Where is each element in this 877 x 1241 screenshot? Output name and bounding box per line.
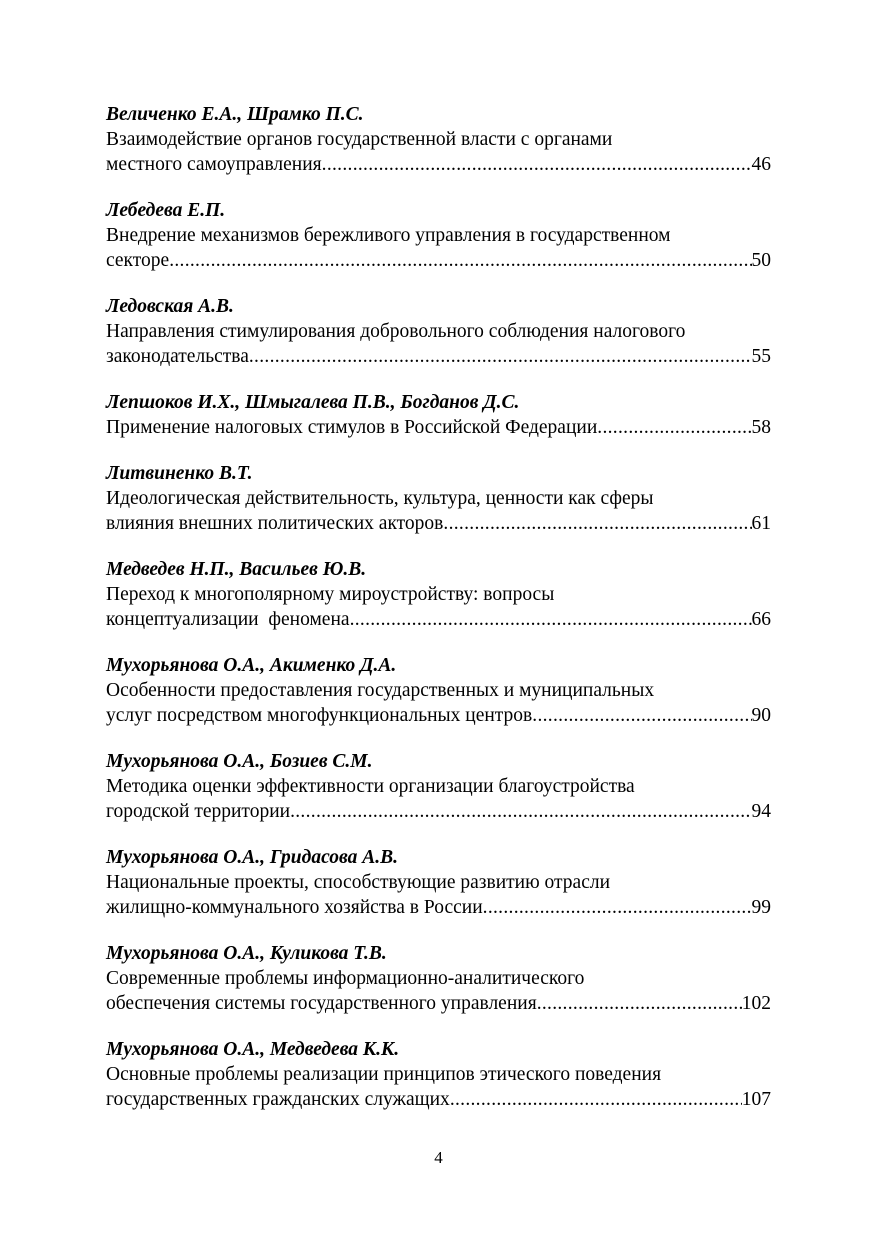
toc-entry-page-number: 99 bbox=[751, 896, 771, 918]
toc-entry bbox=[106, 750, 771, 824]
dot-leader bbox=[450, 1088, 742, 1113]
toc-entry-page-number: 94 bbox=[751, 800, 771, 822]
toc-entry-page-number: 102 bbox=[741, 992, 771, 1014]
toc-entry-page-number: 50 bbox=[751, 249, 771, 271]
toc-entry-last-line bbox=[106, 249, 771, 274]
dot-leader bbox=[443, 512, 751, 537]
toc-entry-title-line: Идеологическая действительность, культура, ценности как сферы bbox=[106, 487, 654, 509]
toc-entry-title-end: обеспечения системы государственного управления bbox=[106, 992, 537, 1014]
toc-entry bbox=[106, 1038, 771, 1112]
toc-entry-title-end: жилищно-коммунального хозяйства в России bbox=[106, 896, 483, 918]
toc-entry-authors: Лебедева Е.П. bbox=[106, 199, 226, 221]
dot-leader bbox=[597, 416, 751, 441]
dot-leader bbox=[249, 345, 752, 370]
toc-entry-title-line: Современные проблемы информационно-аналитического bbox=[106, 967, 585, 989]
toc-entry bbox=[106, 103, 771, 177]
dot-leader bbox=[169, 249, 751, 274]
toc-entry-last-line bbox=[106, 512, 771, 537]
toc-entry bbox=[106, 846, 771, 920]
toc-entry bbox=[106, 462, 771, 536]
toc-entry-title-end: услуг посредством многофункциональных центров bbox=[106, 704, 533, 726]
toc-entry bbox=[106, 391, 771, 441]
dot-leader bbox=[537, 992, 742, 1017]
toc-entry bbox=[106, 942, 771, 1016]
toc-entry bbox=[106, 654, 771, 728]
toc-entry-page-number: 61 bbox=[751, 512, 771, 534]
toc-entry-title-line: Особенности предоставления государственных и муниципальных bbox=[106, 679, 655, 701]
toc-entry bbox=[106, 295, 771, 369]
toc-entry-title-end: местного самоуправления bbox=[106, 153, 322, 175]
toc-entry-last-line bbox=[106, 416, 771, 441]
toc-entry-title-line: Методика оценки эффективности организации благоустройства bbox=[106, 775, 635, 797]
toc-entry-authors: Величенко Е.А., Шрамко П.С. bbox=[106, 104, 364, 125]
dot-leader bbox=[350, 608, 752, 633]
toc-entry-title-end: влияния внешних политических акторов bbox=[106, 512, 444, 534]
toc-entry-title-line: Переход к многополярному мироустройству: вопросы bbox=[106, 583, 555, 605]
toc-entry-last-line bbox=[106, 800, 771, 825]
toc-entry-authors: Литвиненко В.Т. bbox=[106, 463, 253, 485]
toc-entry-last-line bbox=[106, 992, 771, 1017]
toc-entry-authors: Ледовская А.В. bbox=[106, 295, 234, 317]
toc-entry-last-line bbox=[106, 1088, 771, 1113]
toc-entry-authors: Мухорьянова О.А., Акименко Д.А. bbox=[106, 655, 397, 677]
toc-entry-last-line bbox=[106, 345, 771, 370]
dot-leader bbox=[532, 704, 751, 729]
toc-entry-page-number: 46 bbox=[751, 153, 771, 175]
toc-entry-title-end: государственных гражданских служащих bbox=[106, 1088, 450, 1110]
toc-entry-page-number: 90 bbox=[751, 704, 771, 726]
dot-leader bbox=[483, 896, 752, 921]
toc-entry-authors: Мухорьянова О.А., Куликова Т.В. bbox=[106, 943, 387, 965]
dot-leader bbox=[290, 800, 751, 825]
toc-entry-title-end: концептуализации феномена bbox=[106, 608, 350, 630]
page-number: 4 bbox=[434, 1148, 443, 1167]
toc-entry-authors: Медведев Н.П., Васильев Ю.В. bbox=[106, 559, 367, 581]
toc-entry-authors: Мухорьянова О.А., Гридасова А.В. bbox=[106, 847, 398, 869]
toc-entry bbox=[106, 199, 771, 273]
toc-entry-last-line bbox=[106, 704, 771, 729]
table-of-contents bbox=[106, 103, 771, 1112]
toc-entry bbox=[106, 558, 771, 632]
toc-entry-page-number: 107 bbox=[741, 1088, 771, 1110]
toc-entry-title-end: секторе bbox=[106, 249, 170, 271]
toc-entry-title-line: Взаимодействие органов государственной власти с органами bbox=[106, 128, 613, 150]
toc-entry-title-line: Внедрение механизмов бережливого управления в государственном bbox=[106, 224, 671, 246]
toc-entry-page-number: 55 bbox=[751, 345, 771, 367]
toc-entry-title-line: Национальные проекты, способствующие развитию отрасли bbox=[106, 871, 611, 893]
toc-entry-last-line bbox=[106, 153, 771, 178]
toc-entry-authors: Мухорьянова О.А., Медведева К.К. bbox=[106, 1039, 400, 1061]
toc-entry-authors: Лепшоков И.Х., Шмыгалева П.В., Богданов Д.С. bbox=[106, 391, 520, 413]
toc-entry-title-line: Направления стимулирования добровольного соблюдения налогового bbox=[106, 320, 686, 342]
toc-entry-page-number: 66 bbox=[751, 608, 771, 630]
toc-entry-title-line: Основные проблемы реализации принципов этического поведения bbox=[106, 1063, 662, 1085]
toc-entry-title-end: Применение налоговых стимулов в Российской Федерации bbox=[106, 416, 598, 438]
toc-entry-last-line bbox=[106, 608, 771, 633]
toc-entry-page-number: 58 bbox=[751, 416, 771, 438]
toc-entry-last-line bbox=[106, 896, 771, 921]
toc-entry-title-end: законодательства bbox=[106, 345, 249, 367]
toc-entry-authors: Мухорьянова О.А., Бозиев С.М. bbox=[106, 751, 373, 773]
dot-leader bbox=[322, 153, 752, 178]
toc-entry-title-end: городской территории bbox=[106, 800, 291, 822]
